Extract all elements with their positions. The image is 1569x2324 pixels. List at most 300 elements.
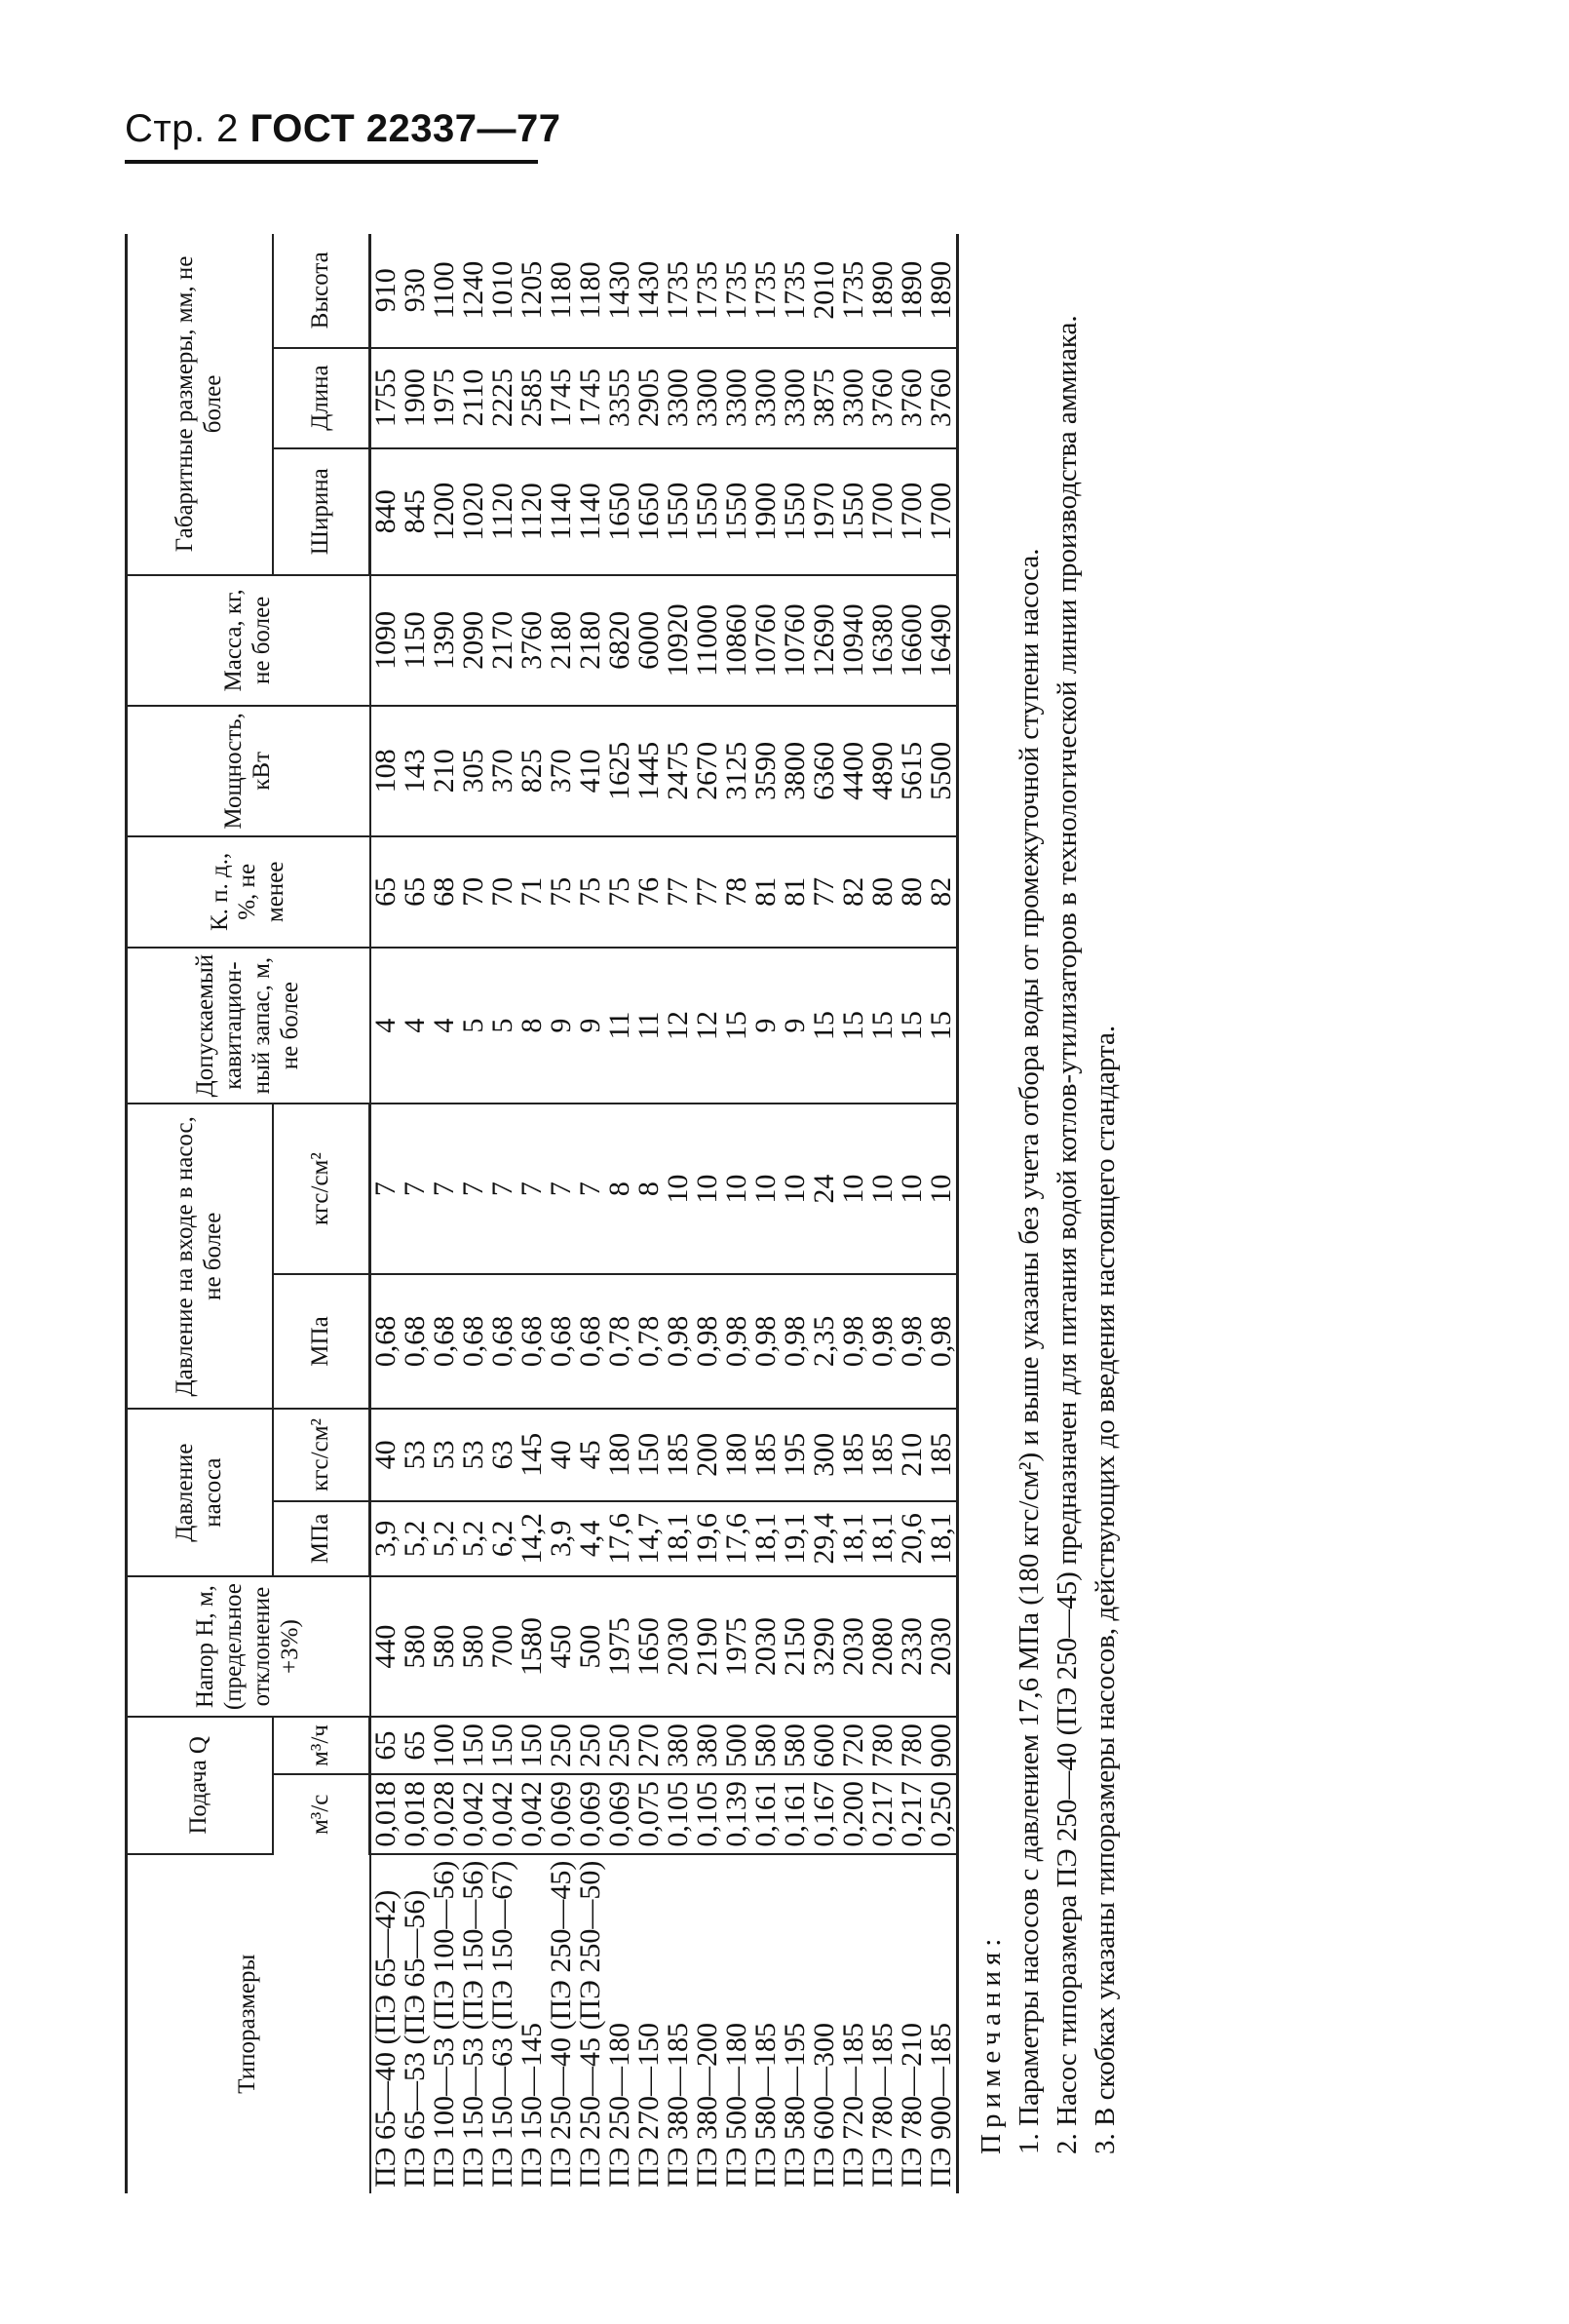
table-row bbox=[605, 234, 634, 2193]
table-row bbox=[430, 234, 459, 2193]
table-cell: 0,139 bbox=[722, 1774, 751, 1854]
col-mass: Масса, кг, не более bbox=[127, 575, 370, 706]
table-cell: 8 bbox=[634, 1104, 664, 1273]
table-cell: 70 bbox=[459, 836, 488, 948]
table-cell: 0,98 bbox=[898, 1274, 927, 1409]
table-cell: 80 bbox=[898, 836, 927, 948]
table-cell: 14,2 bbox=[517, 1501, 547, 1577]
table-cell: 6,2 bbox=[488, 1501, 517, 1577]
table-cell: 12690 bbox=[810, 575, 839, 706]
note-1: 1. Параметры насосов с давлением 17,6 МПа (180 кгс/см²) и выше указаны без учета отбора воды от промежуточной ступени насоса. bbox=[1014, 548, 1046, 2154]
table-cell: 18,1 bbox=[927, 1501, 958, 1577]
table-cell: 8 bbox=[517, 948, 547, 1104]
table-cell: 380 bbox=[693, 1717, 722, 1774]
table-row bbox=[781, 234, 810, 2193]
table-cell: ПЭ 65—40 (ПЭ 65—42) bbox=[368, 1889, 402, 2188]
table-row bbox=[927, 234, 958, 2193]
pump-parameters-table bbox=[125, 234, 959, 2193]
table-cell: 15 bbox=[722, 948, 751, 1104]
table-cell: 0,075 bbox=[634, 1774, 664, 1854]
table-cell: 2585 bbox=[517, 348, 547, 448]
table-cell: 81 bbox=[751, 836, 781, 948]
table-cell: 1700 bbox=[927, 448, 958, 575]
table-cell: 0,68 bbox=[370, 1274, 402, 1409]
table-cell: 0,78 bbox=[605, 1274, 634, 1409]
table-cell: 580 bbox=[430, 1576, 459, 1717]
table-cell: 0,042 bbox=[488, 1774, 517, 1854]
col-width: Ширина bbox=[273, 448, 370, 575]
table-cell: 180 bbox=[605, 1409, 634, 1500]
table-cell: 65 bbox=[401, 836, 430, 948]
table-cell: 380 bbox=[664, 1717, 693, 1774]
table-cell: 1735 bbox=[781, 234, 810, 348]
table-cell: 250 bbox=[576, 1717, 605, 1774]
table-cell: 6000 bbox=[634, 575, 664, 706]
table-cell: 1735 bbox=[664, 234, 693, 348]
table-cell: ПЭ 900—185 bbox=[925, 2023, 957, 2188]
table-cell: 10 bbox=[664, 1104, 693, 1273]
table-cell: ПЭ 65—53 (ПЭ 65—56) bbox=[399, 1889, 431, 2188]
table-cell: 2,35 bbox=[810, 1274, 839, 1409]
table-cell: 3300 bbox=[722, 348, 751, 448]
table-cell: 10 bbox=[693, 1104, 722, 1273]
table-cell: 0,68 bbox=[488, 1274, 517, 1409]
table-cell: 0,028 bbox=[430, 1774, 459, 1854]
table-cell: 100 bbox=[430, 1717, 459, 1774]
table-cell: 0,167 bbox=[810, 1774, 839, 1854]
table-cell: 1735 bbox=[722, 234, 751, 348]
table-cell: 1900 bbox=[401, 348, 430, 448]
col-head: Напор H, м, (предельное отклонение +3%) bbox=[127, 1576, 370, 1717]
table-cell: 16380 bbox=[868, 575, 898, 706]
table-cell: 185 bbox=[868, 1409, 898, 1500]
table-cell: 65 bbox=[401, 1717, 430, 1774]
table-cell: 1650 bbox=[634, 1576, 664, 1717]
table-cell: 0,78 bbox=[634, 1274, 664, 1409]
table-cell: ПЭ 150—145 bbox=[516, 2023, 548, 2188]
table-cell: 7 bbox=[576, 1104, 605, 1273]
table-cell: 1890 bbox=[927, 234, 958, 348]
note-2: 2. Насос типоразмера ПЭ 250—40 (ПЭ 250—45) предназначен для питания водой котлов-утилизаторов в технологической линии производства аммиака. bbox=[1052, 315, 1084, 2154]
table-cell: 12 bbox=[693, 948, 722, 1104]
table-cell: 53 bbox=[459, 1409, 488, 1500]
table-cell: 1735 bbox=[751, 234, 781, 348]
table-cell: 0,069 bbox=[605, 1774, 634, 1854]
table-cell: 2110 bbox=[459, 348, 488, 448]
table-cell: 1735 bbox=[693, 234, 722, 348]
table-row bbox=[751, 234, 781, 2193]
table-cell: 700 bbox=[488, 1576, 517, 1717]
table-cell: 0,161 bbox=[781, 1774, 810, 1854]
col-inlet-kgs: кгс/см² bbox=[273, 1104, 370, 1273]
table-cell: 0,042 bbox=[517, 1774, 547, 1854]
table-cell: 2030 bbox=[751, 1576, 781, 1717]
table-cell: 2670 bbox=[693, 706, 722, 836]
table-cell: 1745 bbox=[547, 348, 576, 448]
table-row bbox=[839, 234, 868, 2193]
table-cell: 200 bbox=[693, 1409, 722, 1500]
table-cell: 7 bbox=[401, 1104, 430, 1273]
table-cell: 1580 bbox=[517, 1576, 547, 1717]
table-cell: 2180 bbox=[547, 575, 576, 706]
table-cell: 1090 bbox=[370, 575, 402, 706]
table-cell: 80 bbox=[868, 836, 898, 948]
table-cell: 4 bbox=[430, 948, 459, 1104]
table-cell: 930 bbox=[401, 234, 430, 348]
table-cell: 780 bbox=[868, 1717, 898, 1774]
table-cell: 10 bbox=[868, 1104, 898, 1273]
doc-code: ГОСТ 22337—77 bbox=[249, 107, 561, 150]
table-cell: 143 bbox=[401, 706, 430, 836]
table-cell: 370 bbox=[488, 706, 517, 836]
table-cell: 3300 bbox=[751, 348, 781, 448]
table-cell: 0,018 bbox=[401, 1774, 430, 1854]
table-cell: 2225 bbox=[488, 348, 517, 448]
page-header bbox=[125, 107, 560, 151]
table-cell: 2030 bbox=[839, 1576, 868, 1717]
table-cell: 1010 bbox=[488, 234, 517, 348]
table-cell: 9 bbox=[576, 948, 605, 1104]
table-cell: 0,98 bbox=[751, 1274, 781, 1409]
table-cell: 0,98 bbox=[664, 1274, 693, 1409]
table-cell: 210 bbox=[430, 706, 459, 836]
table-cell: ПЭ 500—180 bbox=[720, 2023, 752, 2188]
table-cell: 11 bbox=[634, 948, 664, 1104]
table-cell: 450 bbox=[547, 1576, 576, 1717]
col-type: Типоразмеры bbox=[127, 1854, 370, 2193]
table-cell: 11000 bbox=[693, 575, 722, 706]
table-cell: 18,1 bbox=[839, 1501, 868, 1577]
table-cell: 3760 bbox=[898, 348, 927, 448]
table-cell: ПЭ 270—150 bbox=[632, 2023, 665, 2188]
table-cell: 77 bbox=[810, 836, 839, 948]
table-cell: 0,98 bbox=[927, 1274, 958, 1409]
table-cell: 2080 bbox=[868, 1576, 898, 1717]
table-row bbox=[722, 234, 751, 2193]
table-cell: 7 bbox=[430, 1104, 459, 1273]
table-cell: ПЭ 150—53 (ПЭ 150—56) bbox=[457, 1860, 489, 2188]
table-cell: 12 bbox=[664, 948, 693, 1104]
table-cell: 75 bbox=[605, 836, 634, 948]
table-cell: 825 bbox=[517, 706, 547, 836]
table-cell: 5,2 bbox=[430, 1501, 459, 1577]
table-cell: ПЭ 600—300 bbox=[808, 2023, 840, 2188]
table-row bbox=[370, 234, 402, 2193]
table-cell: 3800 bbox=[781, 706, 810, 836]
table-cell: 0,217 bbox=[868, 1774, 898, 1854]
table-cell: 7 bbox=[488, 1104, 517, 1273]
table-cell: ПЭ 580—195 bbox=[779, 2023, 811, 2188]
col-inlet: Давление на входе в насос, не более bbox=[127, 1104, 273, 1409]
table-cell: 1390 bbox=[430, 575, 459, 706]
table-cell: 1745 bbox=[576, 348, 605, 448]
table-row bbox=[693, 234, 722, 2193]
col-feed-ms: м³/с bbox=[273, 1774, 370, 1854]
table-cell: 0,042 bbox=[459, 1774, 488, 1854]
table-cell: 1975 bbox=[605, 1576, 634, 1717]
table-cell: ПЭ 720—185 bbox=[837, 2023, 869, 2188]
table-cell: 145 bbox=[517, 1409, 547, 1500]
table-cell: 11 bbox=[605, 948, 634, 1104]
table-cell: 4890 bbox=[868, 706, 898, 836]
table-cell: 1120 bbox=[517, 448, 547, 575]
table-cell: 0,018 bbox=[370, 1774, 402, 1854]
table-row bbox=[898, 234, 927, 2193]
table-cell: 0,069 bbox=[576, 1774, 605, 1854]
table-cell: 16490 bbox=[927, 575, 958, 706]
table-row bbox=[547, 234, 576, 2193]
table-cell: 3290 bbox=[810, 1576, 839, 1717]
table-cell: 65 bbox=[370, 836, 402, 948]
table-cell: 0,98 bbox=[868, 1274, 898, 1409]
table-cell: 0,68 bbox=[547, 1274, 576, 1409]
table-cell: 1970 bbox=[810, 448, 839, 575]
table-cell: 53 bbox=[430, 1409, 459, 1500]
table-cell: 2030 bbox=[664, 1576, 693, 1717]
table-cell: 1890 bbox=[868, 234, 898, 348]
col-pressure-mpa: МПа bbox=[273, 1501, 370, 1577]
table-cell: 185 bbox=[839, 1409, 868, 1500]
page-label: Стр. 2 bbox=[125, 107, 239, 150]
table-cell: 1180 bbox=[576, 234, 605, 348]
table-cell: 75 bbox=[576, 836, 605, 948]
table-cell: 29,4 bbox=[810, 1501, 839, 1577]
table-cell: 185 bbox=[927, 1409, 958, 1500]
table-cell: ПЭ 100—53 (ПЭ 100—56) bbox=[428, 1860, 460, 2188]
table-cell: 1650 bbox=[605, 448, 634, 575]
table-cell: 75 bbox=[547, 836, 576, 948]
table-cell: 10 bbox=[839, 1104, 868, 1273]
table-cell: 1205 bbox=[517, 234, 547, 348]
table-cell: 150 bbox=[634, 1409, 664, 1500]
table-cell: 0,069 bbox=[547, 1774, 576, 1854]
table-cell: 4,4 bbox=[576, 1501, 605, 1577]
table-body bbox=[370, 234, 958, 2193]
table-cell: 71 bbox=[517, 836, 547, 948]
table-cell: 3760 bbox=[868, 348, 898, 448]
table-cell: 9 bbox=[781, 948, 810, 1104]
notes-title: Примечания: bbox=[976, 1932, 1007, 2154]
table-cell: 2090 bbox=[459, 575, 488, 706]
table-cell: 1550 bbox=[664, 448, 693, 575]
col-length: Длина bbox=[273, 348, 370, 448]
col-pressure: Давление насоса bbox=[127, 1409, 273, 1576]
table-cell: 10760 bbox=[781, 575, 810, 706]
table-cell: 6360 bbox=[810, 706, 839, 836]
table-cell: 15 bbox=[868, 948, 898, 1104]
col-dims: Габаритные размеры, мм, не более bbox=[127, 234, 273, 575]
table-cell: 2010 bbox=[810, 234, 839, 348]
table-row bbox=[401, 234, 430, 2193]
table-cell: 500 bbox=[576, 1576, 605, 1717]
table-cell: ПЭ 380—200 bbox=[691, 2023, 723, 2188]
table-cell: 18,1 bbox=[868, 1501, 898, 1577]
table-cell: 1120 bbox=[488, 448, 517, 575]
table-cell: 7 bbox=[547, 1104, 576, 1273]
table-cell: 0,68 bbox=[430, 1274, 459, 1409]
table-cell: 15 bbox=[898, 948, 927, 1104]
table-cell: ПЭ 780—210 bbox=[896, 2023, 928, 2188]
table-cell: 180 bbox=[722, 1409, 751, 1500]
table-cell: 1890 bbox=[898, 234, 927, 348]
table-cell: 3125 bbox=[722, 706, 751, 836]
table-cell: 4 bbox=[401, 948, 430, 1104]
table-cell: 0,217 bbox=[898, 1774, 927, 1854]
table-row bbox=[810, 234, 839, 2193]
table-cell: 7 bbox=[370, 1104, 402, 1273]
table-cell: 19,6 bbox=[693, 1501, 722, 1577]
table-row bbox=[868, 234, 898, 2193]
table-cell: 5 bbox=[488, 948, 517, 1104]
table-cell: 3300 bbox=[839, 348, 868, 448]
col-inlet-mpa: МПа bbox=[273, 1274, 370, 1409]
table-cell: 300 bbox=[810, 1409, 839, 1500]
table-cell: 77 bbox=[693, 836, 722, 948]
table-cell: 845 bbox=[401, 448, 430, 575]
table-cell: 77 bbox=[664, 836, 693, 948]
table-cell: 150 bbox=[488, 1717, 517, 1774]
table-cell: 1625 bbox=[605, 706, 634, 836]
table-cell: 3300 bbox=[693, 348, 722, 448]
table-cell: 3300 bbox=[664, 348, 693, 448]
table-cell: ПЭ 250—40 (ПЭ 250—45) bbox=[545, 1860, 577, 2188]
table-cell: 2030 bbox=[927, 1576, 958, 1717]
table-cell: 1240 bbox=[459, 234, 488, 348]
table-cell: 1140 bbox=[576, 448, 605, 575]
table-cell: 7 bbox=[459, 1104, 488, 1273]
table-cell: 17,6 bbox=[722, 1501, 751, 1577]
table-cell: 2170 bbox=[488, 575, 517, 706]
table-cell: 580 bbox=[781, 1717, 810, 1774]
table-cell: 1900 bbox=[751, 448, 781, 575]
table-cell: 1700 bbox=[868, 448, 898, 575]
table-cell: 2190 bbox=[693, 1576, 722, 1717]
table-cell: 1975 bbox=[722, 1576, 751, 1717]
table-row bbox=[664, 234, 693, 2193]
table-cell: 70 bbox=[488, 836, 517, 948]
table-cell: 14,7 bbox=[634, 1501, 664, 1577]
table-cell: 1140 bbox=[547, 448, 576, 575]
table-cell: 16600 bbox=[898, 575, 927, 706]
table-cell: 580 bbox=[459, 1576, 488, 1717]
table-cell: 108 bbox=[370, 706, 402, 836]
table-cell: 3875 bbox=[810, 348, 839, 448]
table-cell: 1700 bbox=[898, 448, 927, 575]
table-cell: 2150 bbox=[781, 1576, 810, 1717]
table-cell: 3355 bbox=[605, 348, 634, 448]
table-cell: 3,9 bbox=[370, 1501, 402, 1577]
col-height: Высота bbox=[273, 234, 370, 348]
table-cell: 720 bbox=[839, 1717, 868, 1774]
table-cell: 4400 bbox=[839, 706, 868, 836]
header-rule bbox=[125, 160, 538, 164]
table-cell: 0,68 bbox=[401, 1274, 430, 1409]
table-cell: 45 bbox=[576, 1409, 605, 1500]
table-cell: 1100 bbox=[430, 234, 459, 348]
table-cell: 9 bbox=[751, 948, 781, 1104]
table-cell: 250 bbox=[605, 1717, 634, 1774]
table-cell: 78 bbox=[722, 836, 751, 948]
table-cell: 5615 bbox=[898, 706, 927, 836]
table-cell: 600 bbox=[810, 1717, 839, 1774]
col-pressure-kgs: кгс/см² bbox=[273, 1409, 370, 1500]
table-cell: 10760 bbox=[751, 575, 781, 706]
table-cell: 18,1 bbox=[664, 1501, 693, 1577]
table-cell: 900 bbox=[927, 1717, 958, 1774]
table-cell: 910 bbox=[370, 234, 402, 348]
table-cell: 3300 bbox=[781, 348, 810, 448]
table-cell: 19,1 bbox=[781, 1501, 810, 1577]
table-cell: 440 bbox=[370, 1576, 402, 1717]
table-cell: 185 bbox=[664, 1409, 693, 1500]
table-cell: 10 bbox=[927, 1104, 958, 1273]
col-feed: Подача Q bbox=[127, 1717, 273, 1854]
table-cell: 0,250 bbox=[927, 1774, 958, 1854]
table-cell: 7 bbox=[517, 1104, 547, 1273]
table-cell: 0,105 bbox=[693, 1774, 722, 1854]
table-cell: ПЭ 780—185 bbox=[866, 2023, 899, 2188]
table-cell: 410 bbox=[576, 706, 605, 836]
table-cell: 20,6 bbox=[898, 1501, 927, 1577]
table-cell: 150 bbox=[459, 1717, 488, 1774]
table-row bbox=[459, 234, 488, 2193]
table-cell: 15 bbox=[810, 948, 839, 1104]
table-cell: 24 bbox=[810, 1104, 839, 1273]
rotated-content bbox=[125, 224, 1353, 2232]
table-cell: 1020 bbox=[459, 448, 488, 575]
table-cell: 1200 bbox=[430, 448, 459, 575]
table-cell: 1975 bbox=[430, 348, 459, 448]
table-cell: 500 bbox=[722, 1717, 751, 1774]
table-cell: 10940 bbox=[839, 575, 868, 706]
table-cell: 0,98 bbox=[781, 1274, 810, 1409]
table-cell: 10 bbox=[722, 1104, 751, 1273]
table-cell: 840 bbox=[370, 448, 402, 575]
table-cell: 0,68 bbox=[576, 1274, 605, 1409]
table-cell: 18,1 bbox=[751, 1501, 781, 1577]
table-cell: 10 bbox=[781, 1104, 810, 1273]
col-cavitation: Допускаемый кавитационный запас, м, не более bbox=[127, 948, 370, 1104]
table-cell: 53 bbox=[401, 1409, 430, 1500]
table-cell: 370 bbox=[547, 706, 576, 836]
table-cell: 63 bbox=[488, 1409, 517, 1500]
table-cell: 10 bbox=[898, 1104, 927, 1273]
table-cell: 5,2 bbox=[401, 1501, 430, 1577]
col-feed-mh: м³/ч bbox=[273, 1717, 370, 1774]
table-cell: 1650 bbox=[634, 448, 664, 575]
table-cell: 3590 bbox=[751, 706, 781, 836]
col-efficiency: К. п. д., %, не менее bbox=[127, 836, 370, 948]
table-cell: 8 bbox=[605, 1104, 634, 1273]
table-cell: ПЭ 250—45 (ПЭ 250—50) bbox=[574, 1860, 606, 2188]
table-cell: 2330 bbox=[898, 1576, 927, 1717]
table-cell: ПЭ 380—185 bbox=[662, 2023, 694, 2188]
table-cell: 1430 bbox=[605, 234, 634, 348]
table-cell: 15 bbox=[839, 948, 868, 1104]
table-cell: 270 bbox=[634, 1717, 664, 1774]
table-cell: 0,161 bbox=[751, 1774, 781, 1854]
col-power: Мощность, кВт bbox=[127, 706, 370, 836]
table-cell: 2905 bbox=[634, 348, 664, 448]
table-cell: 210 bbox=[898, 1409, 927, 1500]
table-row bbox=[576, 234, 605, 2193]
table-cell: 1755 bbox=[370, 348, 402, 448]
table-cell: 150 bbox=[517, 1717, 547, 1774]
table-cell: 3760 bbox=[517, 575, 547, 706]
table-cell: 10860 bbox=[722, 575, 751, 706]
table-cell: ПЭ 580—185 bbox=[749, 2023, 782, 2188]
table-cell: 5500 bbox=[927, 706, 958, 836]
